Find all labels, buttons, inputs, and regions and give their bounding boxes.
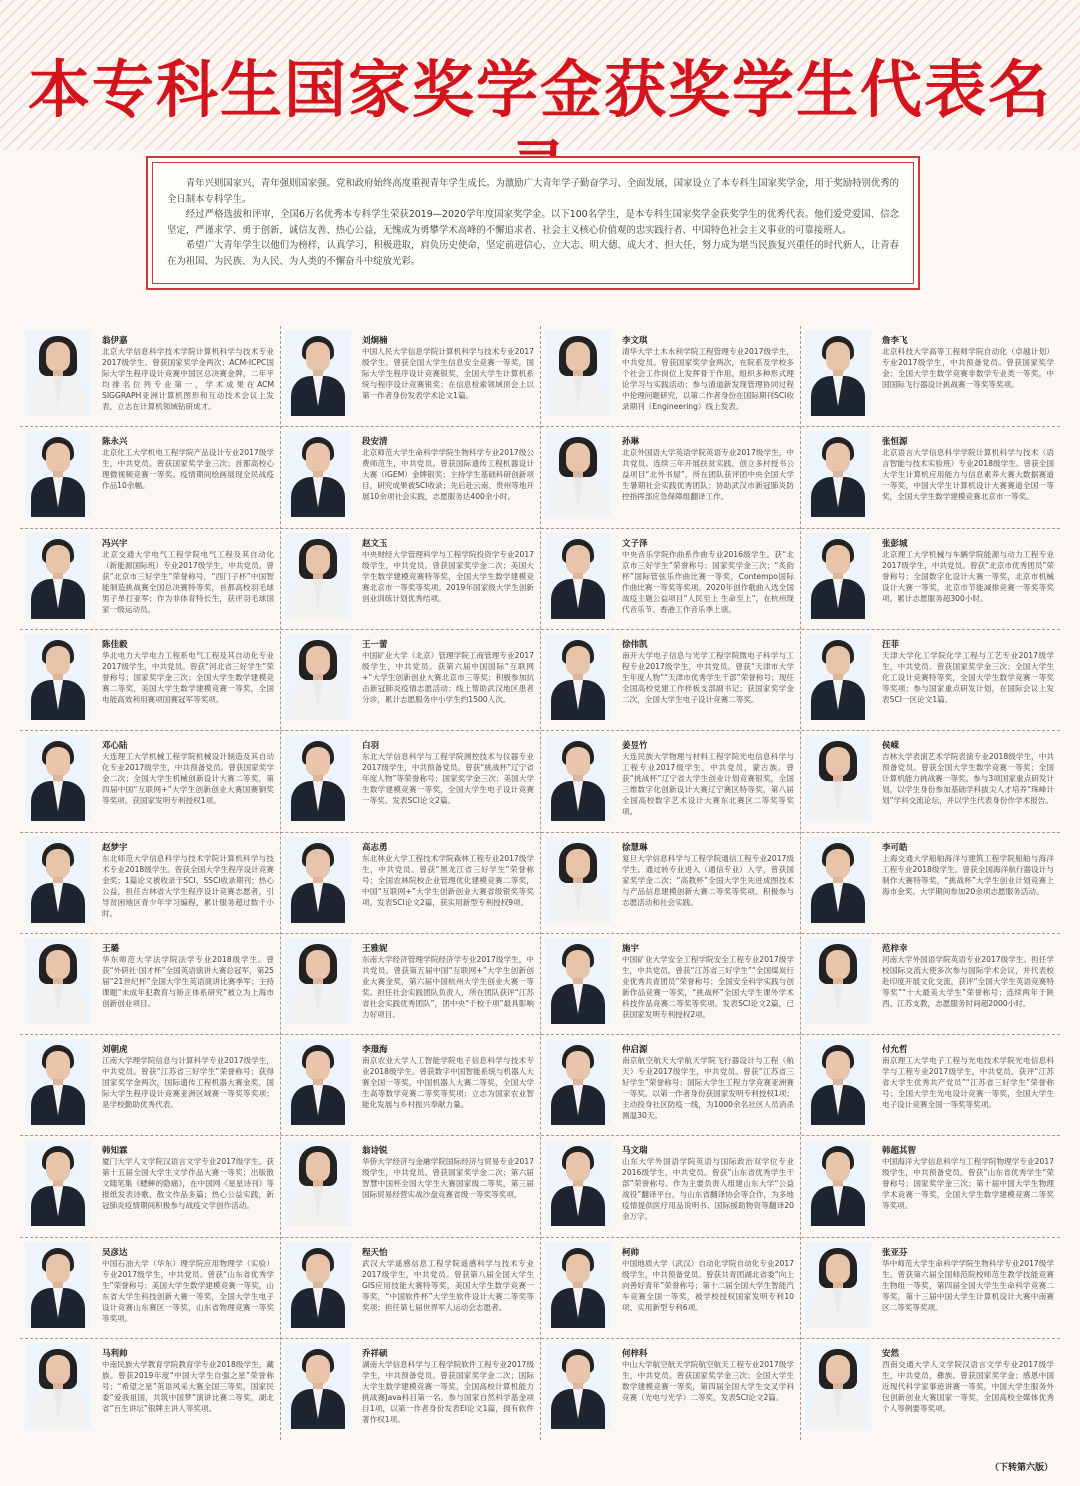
- student-photo: [545, 938, 611, 1024]
- student-photo: [545, 431, 611, 517]
- student-name: 乔祥硕: [362, 1349, 388, 1359]
- row-divider: [20, 528, 1060, 529]
- student-photo: [805, 330, 871, 416]
- portrait-face: [306, 342, 330, 372]
- student-name: 张彭城: [882, 538, 908, 549]
- student-name: 刘炯楠: [362, 336, 388, 346]
- student-card: [280, 934, 540, 1035]
- student-name: 汪菲: [882, 639, 900, 650]
- student-name: 何梓科: [622, 1349, 648, 1359]
- portrait-face: [46, 545, 70, 575]
- student-photo: [545, 1140, 611, 1226]
- student-description: 华东师范大学法学院法学专业2018级学生。曾获“外研社·国才杯”全国英语演讲大赛总冠军，第25届“21世纪杯”全国大学生英语演讲比赛季军；主持课题“未成年犯教育与矫正体系研究”被立为上海市创新创业项目。: [102, 954, 274, 1008]
- student-photo: [285, 533, 351, 619]
- student-name: 文子泽: [622, 538, 648, 549]
- student-description: 中国矿业大学安全工程学院安全工程专业2017级学生，中共党员。曾获“江苏省三好学生”“全国煤炭行业优秀共青团员”荣誉称号；全国安全科学实践与创新作品竞赛一等奖，“挑战杯”全国大学生课外学术科技作品竞赛二等奖等奖项。发表SCI论文2篇，已获国家发明专利授权2项。: [622, 954, 794, 1019]
- student-name: 冯兴宇: [102, 538, 128, 549]
- student-description: 东北林业大学工程技术学院森林工程专业2017级学生，中共党员。曾获“黑龙江省三好学生”荣誉称号；全国农林院校企业管理优化建模竞赛二等奖，中国“互联网+”大学生创新创业大赛省级银奖等奖项。发表SCI论文2篇，获实用新型专利授权9项。: [362, 853, 534, 907]
- student-name: 陈永兴: [102, 437, 128, 448]
- student-name: 张亚芬: [882, 1247, 908, 1258]
- student-photo: [805, 533, 871, 619]
- portrait-face: [566, 1152, 590, 1182]
- student-photo: [805, 837, 871, 923]
- student-card: [540, 427, 800, 528]
- student-card: [540, 1238, 800, 1339]
- student-name: 程天怡: [362, 1247, 388, 1258]
- portrait-face: [306, 747, 330, 777]
- student-card: [20, 833, 280, 934]
- student-card: [280, 630, 540, 731]
- student-description: 北京大学信息科学技术学院计算机科学与技术专业2017级学生。曾获国家奖学金两次；ACM-ICPC国际大学生程序设计竞赛中国区总决赛金牌，二年平均排名位列专业第一，学术成果在ACM SIGGRAPH亚洲计算机图形和互动技术会议上发表，立志在计算机领域钻研成才。: [102, 347, 274, 411]
- student-card: [20, 1339, 280, 1440]
- student-description: 北京交通大学电气工程学院电气工程及其自动化（新能源国际班）专业2017级学生，中共党员。曾获“北京市三好学生”荣誉称号，“西门子杯”中国智能制造挑战赛全国总决赛特等奖，首都高校羽毛球男子单打亚军；作为非体育特长生，获评羽毛球国家一级运动员。: [102, 549, 274, 614]
- student-photo: [805, 938, 871, 1024]
- student-description: 中国矿业大学（北京）管理学院工商管理专业2017级学生，中共党员。获第六届中国国际“互联网+”大学生创新创业大赛北京市三等奖；积极参加抗击新冠肺炎疫情志愿活动；线上帮助武汉地区患者分诊，累计志愿服务中小学生约1500人次。: [362, 650, 534, 704]
- portrait-face: [826, 342, 850, 372]
- intro-paragraph-1: 青年兴则国家兴，青年强则国家强。党和政府始终高度重视青年学生成长。为激励广大青年学子勤奋学习、全面发展，国家设立了本专科生国家奖学金，用于奖励特别优秀的全日制本专科学生。: [167, 178, 899, 205]
- student-photo: [545, 1039, 611, 1125]
- row-divider: [20, 1338, 1060, 1339]
- student-photo: [25, 735, 91, 821]
- student-description: 江南大学理学院信息与计算科学专业2017级学生，中共党员。曾获“江苏省三好学生”荣誉称号；获得国家奖学金两次，国际遗传工程机器大赛金奖，国际大学生程序设计竞赛亚洲区域赛一等奖等奖项；是学校勤助优秀代表。: [102, 1056, 274, 1110]
- student-card: [280, 1339, 540, 1440]
- student-card: [280, 427, 540, 528]
- student-description: 中央音乐学院作曲系作曲专业2016级学生。获“北京市三好学生”荣誉称号；国家奖学金三次；“炙韵杯”国际管弦乐作曲比赛一等奖，Contempo国际作曲比赛一等奖等奖项。2020年创作歌曲入选全国战疫主题公益项目“人民至上 生命至上”，在杭州现代音乐节、香港工作音乐季上演。: [622, 549, 794, 614]
- student-name: 韩知霖: [102, 1146, 128, 1157]
- student-card: [800, 630, 1060, 731]
- student-description: 北京化工大学机电工程学院产品设计专业2017级学生，中共党员。曾获国家奖学金三次；首都高校心理微视频竞赛一等奖。疫情期间绘画展现全民战疫作品10余幅。: [102, 448, 274, 491]
- portrait-face: [566, 1051, 590, 1081]
- student-photo: [285, 1242, 351, 1328]
- student-name: 段安清: [362, 437, 388, 448]
- student-photo: [805, 1140, 871, 1226]
- student-name: 王一蕾: [362, 639, 388, 650]
- student-name: 付允哲: [882, 1045, 908, 1056]
- portrait-face: [566, 443, 590, 473]
- student-photo: [25, 1039, 91, 1125]
- student-name: 翁伊嘉: [102, 336, 128, 346]
- student-description: 吉林大学表演艺术学院表演专业2018级学生，中共预备党员。曾获全国大学生数学竞赛一等奖；全国计算机能力挑战赛一等奖。参与3项国家重点研发计划，以学生身份参加基础学科拔尖人才培养“珠峰计划”学科交流论坛，并以学生代表身份作学术报告。: [882, 752, 1054, 806]
- student-description: 华侨大学经济与金融学院国际经济与贸易专业2017级学生，中共党员。曾获国家奖学金二次；第六届智慧中国杯全国大学生大赛国家级二等奖，第三届国际贸易经营实战沙盘竞赛省级一等奖等奖项。: [362, 1157, 534, 1200]
- student-name: 安然: [882, 1349, 900, 1359]
- portrait-face: [306, 443, 330, 473]
- portrait-face: [566, 747, 590, 777]
- portrait-face: [826, 1355, 850, 1385]
- portrait-face: [46, 1152, 70, 1182]
- student-description: 北京科技大学高等工程师学院自动化（卓越计划）专业2017级学生，中共预备党员。曾获国家奖学金；全国大学生数学竞赛非数学专业类一等奖，中国国际飞行器设计挑战赛一等奖等奖项。: [882, 347, 1054, 389]
- row-divider: [20, 1237, 1060, 1238]
- portrait-face: [826, 646, 850, 676]
- portrait-face: [306, 849, 330, 879]
- student-name: 李文琪: [622, 336, 648, 346]
- student-card: [800, 1339, 1060, 1440]
- portrait-face: [46, 1051, 70, 1081]
- student-photo: [25, 1140, 91, 1226]
- student-card: [800, 833, 1060, 934]
- student-description: 中国人民大学信息学院计算机科学与技术专业2017级学生。曾获全国大学生信息安全竞赛一等奖，国际大学生程序设计竞赛银奖，全国大学生计算机系统与程序设计竞赛银奖；在信息检索领域顶会上以第一作者身份发表学术论文1篇。: [362, 347, 534, 400]
- student-card: [20, 529, 280, 630]
- student-description: 清华大学土木水利学院工程管理专业2017级学生，中共党员。曾获国家奖学金两次，在院系及学校多个社会工作岗位上发挥骨干作用，组织多种形式理论学习与实践活动；参与清道新发现管理协同过程中伦理问题研究，以第二作者身份在国际期刊SCI收录期刊（Engineering）线上发表。: [622, 347, 794, 411]
- student-description: 北京语言大学信息科学学院计算机科学与技术（语言智能与技术实验班）专业2018级学生。曾获全国大学生计算机应用能力与信息素养大赛大数据赛道一等奖，中国大学生计算机设计大赛赛道全国一等奖，全国大学生数学建模竞赛北京市一等奖。: [882, 448, 1054, 502]
- row-divider: [20, 933, 1060, 934]
- column-divider: [800, 326, 801, 1440]
- student-photo: [285, 1140, 351, 1226]
- student-name: 范梓幸: [882, 943, 908, 954]
- row-divider: [20, 832, 1060, 833]
- student-name: 徐伟凯: [622, 639, 648, 650]
- portrait-face: [826, 747, 850, 777]
- student-photo: [805, 1343, 871, 1429]
- student-name: 王雅妮: [362, 943, 388, 954]
- portrait-face: [46, 849, 70, 879]
- student-photo: [805, 634, 871, 720]
- student-description: 中央财经大学管理科学与工程学院投资学专业2017级学生，中共党员。曾获国家奖学金二次；美国大学生数学建模竞赛特等奖，全国大学生数学建模竞赛北京市一等奖等奖项。2019年国家级大学生创新创业训练计划优秀结项。: [362, 549, 534, 603]
- student-description: 南京理工大学电子工程与光电技术学院光电信息科学与工程专业2017级学生，中共党员。获评“江苏省大学生优秀共产党员”“江苏省三好学生”荣誉称号；全国大学生光电设计竞赛一等奖，全国大学生电子设计竞赛全国一等奖等奖项。: [882, 1056, 1054, 1110]
- student-card: [540, 326, 800, 427]
- intro-box: [146, 156, 920, 290]
- portrait-face: [566, 849, 590, 879]
- student-name: 邓心陆: [102, 741, 128, 752]
- student-photo: [285, 938, 351, 1024]
- portrait-face: [826, 950, 850, 980]
- portrait-face: [566, 1254, 590, 1284]
- portrait-face: [46, 342, 70, 372]
- student-description: 北京理工大学机械与车辆学院能源与动力工程专业2017级学生，中共党员。曾获“北京市优秀团员”荣誉称号；全国数字化设计大赛一等奖，北京市机械设计大赛一等奖，北京市节能减排竞赛一等奖等奖项。累计志愿服务超300小时。: [882, 549, 1054, 603]
- student-name: 马文瑞: [622, 1146, 648, 1157]
- student-name: 白羽: [362, 741, 380, 752]
- student-card: [540, 1136, 800, 1237]
- student-card: [280, 1238, 540, 1339]
- row-divider: [20, 1135, 1060, 1136]
- portrait-face: [826, 443, 850, 473]
- intro-paragraph-3: 希望广大青年学生以他们为榜样，认真学习，积极进取，肩负历史使命，坚定前进信心，立大志、明大德、成大才、担大任，努力成为堪当民族复兴重任的时代新人，让青春在为祖国、为民族、为人民、为人类的不懈奋斗中绽放光彩。: [167, 240, 899, 267]
- student-description: 山东大学外国语学院英语与国际政治双学位专业2016级学生，中共党员。曾获“山东省优秀学生干部”荣誉称号。作为主要负责人组建山东大学“公益战役”翻译平台，与山东省翻译协会等合作，为多地疫情提供医疗用品说明书、国际援助物资等翻译20余万字。: [622, 1157, 794, 1222]
- student-photo: [25, 1242, 91, 1328]
- student-description: 北京师范大学生命科学学院生物科学专业2017级公费师范生，中共党员。曾获国际遗传工程机器设计大赛（iGEM）金牌银奖；主持学生基础科研创新项目，研究成果被SCI收录；先后赴云南、贵州等地开展10余项社会实践，志愿服务达400余小时。: [362, 448, 534, 502]
- portrait-face: [46, 443, 70, 473]
- student-name: 李璟海: [362, 1045, 388, 1056]
- student-card: [800, 934, 1060, 1035]
- student-photo: [285, 1343, 351, 1429]
- student-description: 华北电力大学电力工程系电气工程及其自动化专业2017级学生，中共党员。曾获“河北省三好学生”荣誉称号；国家奖学金三次；全国大学生数学建模竞赛二等奖，美国大学生数学建模竞赛一等奖，全国电能高效利用赛项国赛冠军等奖项。: [102, 650, 274, 704]
- student-card: [540, 833, 800, 934]
- portrait-face: [826, 1152, 850, 1182]
- student-description: 中南民族大学教育学院教育学专业2018级学生，藏族。曾获2019年度“中国大学生自强之星”荣誉称号；“希望之星”英语风采大赛全国三等奖，国家民委“爱我祖国，共筑中国梦”演讲比赛二等奖，湖北省“百生讲坛”银牌主讲人等奖项。: [102, 1360, 274, 1413]
- student-photo: [285, 1039, 351, 1125]
- student-photo: [25, 330, 91, 416]
- student-card: [20, 1238, 280, 1339]
- student-name: 施宇: [622, 943, 640, 954]
- student-card: [800, 731, 1060, 832]
- student-name: 侯嵘: [882, 741, 900, 752]
- student-description: 中国地质大学（武汉）自动化学院自动化专业2017级学生，中共预备党员。曾获共青团湖北省委“向上向善好青年”荣誉称号；第十二届全国大学生智能汽车竞赛全国一等奖，被学校授权国家发明专利10项、实用新型专利6项。: [622, 1258, 794, 1312]
- student-photo: [805, 1242, 871, 1328]
- student-card: [20, 630, 280, 731]
- student-description: 北京外国语大学英语学院英语专业2017级学生，中共党员。连续三年开展扶贫实践，创立多村授书公益项目“北外书屋”，所在团队获评团中央全国大学生暑期社会实践优秀团队；协助武汉市新冠肺炎防控指挥部应急保障组翻译工作。: [622, 448, 794, 502]
- student-photo: [545, 533, 611, 619]
- student-photo: [25, 533, 91, 619]
- portrait-face: [826, 1051, 850, 1081]
- student-card: [540, 934, 800, 1035]
- student-name: 孙琳: [622, 437, 640, 448]
- student-description: 南开大学电子信息与光学工程学院微电子科学与工程专业2017级学生，中共党员。曾获“天津市大学生年度人物”“天津市优秀学生干部”荣誉称号；现任全国高校党建工作样板支部副书记；获国家奖学金二次，全国大学生电子设计竞赛二等奖。: [622, 650, 794, 704]
- intro-inner-frame: [152, 162, 914, 284]
- row-divider: [20, 426, 1060, 427]
- student-card: [800, 529, 1060, 630]
- student-card: [20, 427, 280, 528]
- student-name: 姜昱竹: [622, 741, 648, 752]
- student-description: 上海交通大学船舶海洋与建筑工程学院船舶与海洋工程专业2018级学生。曾获全国海洋航行器设计与制作大赛特等奖，“挑战杯”大学生创业计划竞赛上海市金奖。大学期间参加20余项志愿服务活动。: [882, 853, 1054, 896]
- student-card: [280, 1035, 540, 1136]
- portrait-face: [566, 545, 590, 575]
- portrait-face: [826, 849, 850, 879]
- portrait-face: [46, 1355, 70, 1385]
- portrait-face: [306, 950, 330, 980]
- student-card: [20, 1035, 280, 1136]
- page-title: 本专科生国家奖学金获奖学生代表名: [27, 53, 1052, 126]
- student-description: 湖南大学信息科学与工程学院软件工程专业2017级学生，中共预备党员。曾获国家奖学金二次；国际大学生数学建模竞赛一等奖，全国高校计算机能力挑战赛Java科目第一名。参与国家自然科学基金项目1项，以第一作者身份发表EI论文1篇，拥有软件著作权1项。: [362, 1360, 534, 1424]
- student-photo: [25, 938, 91, 1024]
- student-photo: [545, 735, 611, 821]
- portrait-face: [826, 1254, 850, 1284]
- column-divider: [540, 326, 541, 1440]
- student-card: [540, 1339, 800, 1440]
- student-card: [540, 630, 800, 731]
- student-card: [20, 326, 280, 427]
- student-name: 刘朝虎: [102, 1045, 128, 1056]
- student-photo: [285, 330, 351, 416]
- student-card: [800, 326, 1060, 427]
- student-photo: [805, 431, 871, 517]
- student-card: [800, 1238, 1060, 1339]
- student-description: 天津大学化工学院化学工程与工艺专业2017级学生，中共党员。曾获国家奖学金三次；全国大学生化工设计竞赛特等奖，全国大学生数学竞赛一等奖等奖项；参与国家重点研发计划，在国际会议上发表SCI一区论文1篇。: [882, 650, 1054, 704]
- portrait-face: [306, 1152, 330, 1182]
- student-description: 厦门大学人文学院汉语言文学专业2017级学生。获第十五届全国大学生文学作品大赛一等奖；出版散文随笔集《蟋蟀的隐痛》，在中国网《星星诗刊》等报纸发表诗歌、散文作品多篇；热心公益实践，新冠肺炎疫情期间积极参与战疫文学创作活动。: [102, 1157, 274, 1211]
- portrait-face: [306, 1254, 330, 1284]
- student-name: 吴彦达: [102, 1247, 128, 1258]
- student-photo: [285, 735, 351, 821]
- student-card: [540, 1035, 800, 1136]
- student-description: 南京农业大学人工智能学院电子信息科学与技术专业2018级学生。曾获数字中国智能系统与机器人大赛全国一等奖，中国机器人大赛二等奖，全国大学生高等数学竞赛二等奖等奖项；立志为国家农业智能化发展与乡村振兴奉献力量。: [362, 1056, 534, 1110]
- student-name: 赵梦宇: [102, 842, 128, 853]
- student-description: 西南交通大学人文学院汉语言文学专业2017级学生，中共党员，彝族。曾获国家奖学金；感恩中国近现代科学家事迹讲赛一等奖，中国大学生服务外包创新创业大赛国家一等奖，全国高校全媒体优秀个人等例要等奖项。: [882, 1360, 1054, 1413]
- student-description: 南京航空航天大学航天学院飞行器设计与工程（航天）专业2017级学生，中共党员。曾获“江苏省三好学生”荣誉称号；国际大学生工程力学竞赛亚洲赛一等奖。以第一作者身份获国家发明专利授权1项；主动投身社区防疫一线，为1000余名社区人员消杀测温30天。: [622, 1056, 794, 1121]
- student-photo: [285, 634, 351, 720]
- portrait-face: [46, 950, 70, 980]
- intro-paragraph-2: 经过严格选拔和评审，全国6万名优秀本专科学生荣获2019—2020学年度国家奖学金。以下100名学生，是本专科生国家奖学金获奖学生的优秀代表。他们爱党爱国、信念坚定，严谨求学、勇于创新，诚信友善、热心公益，无愧成为勇攀学术高峰的不懈追求者、社会主义核心价值观的忠实践行者、中国特色社会主义事业的可靠接班人。: [167, 209, 899, 236]
- student-description: 东北大学信息科学与工程学院测控技术与仪器专业2017级学生，中共预备党员。曾获“挑战杯”辽宁省年度人物”等荣誉称号；国家奖学金三次；美国大学生数学建模竞赛一等奖，全国大学生电子设计竞赛一等奖。发表SCI论文2篇。: [362, 752, 534, 806]
- row-divider: [20, 730, 1060, 731]
- student-photo: [25, 837, 91, 923]
- student-description: 武汉大学遥感信息工程学院遥感科学与技术专业2017级学生，中共党员。曾获第八届全国大学生GIS应用技能大赛特等奖，美国大学生数学竞赛一等奖，“中国软件杯”大学生软件设计大赛二等奖等奖项；担任第七届世界军人运动会志愿者。: [362, 1258, 534, 1312]
- student-name: 詹李飞: [882, 336, 908, 346]
- student-name: 赵文玉: [362, 538, 388, 549]
- portrait-face: [566, 1355, 590, 1385]
- student-description: 东北师范大学信息科学与技术学院计算机科学与技术专业2018级学生。曾获全国大学生程序设计竞赛金奖；1篇论文被收录于SCI、SSCI收录期刊；热心公益，担任吉林省大学生程序设计竞赛志愿者，引导贫困地区青少年学习编程，累计服务超过数千小时。: [102, 853, 274, 918]
- student-photo: [545, 634, 611, 720]
- student-card: [800, 1035, 1060, 1136]
- student-photo: [545, 1242, 611, 1328]
- row-divider: [20, 629, 1060, 630]
- portrait-face: [306, 1051, 330, 1081]
- continued-note: （下转第六版）: [990, 1463, 1054, 1473]
- student-description: 中国海洋大学信息科学与工程学院物理学专业2017级学生，中共预备党员。曾获“山东省优秀学生”荣誉称号；国家奖学金三次；第十届中国大学生物理学术竞赛一等奖，全国大学生数学建模竞赛二等奖等奖项。: [882, 1157, 1054, 1211]
- student-photo: [805, 1039, 871, 1125]
- student-name: 韩超其智: [882, 1146, 917, 1157]
- portrait-face: [826, 545, 850, 575]
- student-photo: [25, 1343, 91, 1429]
- student-name: 翁诗锐: [362, 1146, 388, 1157]
- portrait-face: [46, 747, 70, 777]
- student-card: [280, 833, 540, 934]
- student-card: [540, 731, 800, 832]
- student-name: 马利帅: [102, 1349, 128, 1359]
- student-name: 柯帅: [622, 1247, 640, 1258]
- student-photo: [805, 735, 871, 821]
- student-card: [280, 1136, 540, 1237]
- portrait-face: [566, 646, 590, 676]
- student-photo: [545, 330, 611, 416]
- student-description: 大连理工大学机械工程学院机械设计制造及其自动化专业2017级学生，中共预备党员。曾获国家奖学金二次；全国大学生机械创新设计大赛二等奖，第四届中国“互联网+”大学生创新创业大赛国赛铜奖等奖项。获国家发明专利授权1项。: [102, 752, 274, 806]
- student-photo: [25, 431, 91, 517]
- student-description: 中山大学航空航天学院航空航天工程专业2017级学生，中共党员。曾获国家奖学金三次；全国大学生数学建模竞赛一等奖，第四届全国大学生交叉学科竞赛（光电与光学）二等奖，发表SCI论文2篇。: [622, 1360, 794, 1402]
- student-name: 王璐: [102, 943, 120, 954]
- student-name: 张恒源: [882, 437, 908, 448]
- student-card: [280, 731, 540, 832]
- student-photo: [545, 837, 611, 923]
- student-card: [540, 529, 800, 630]
- student-card: [800, 427, 1060, 528]
- portrait-face: [566, 950, 590, 980]
- student-name: 李可皓: [882, 842, 908, 853]
- student-description: 河南大学外国语学院英语专业2017级学生。担任学校国际交流大使多次参与国际学术会议，并代表校赴印度开展文化交流，获评“全国大学生英语竞赛特等奖”“十大最美大学生”荣誉称号；连续两年于陕西、江苏支教，志愿服务时间超2000小时。: [882, 954, 1054, 1008]
- portrait-face: [46, 1254, 70, 1284]
- row-divider: [20, 1034, 1060, 1035]
- student-name: 高志勇: [362, 842, 388, 853]
- student-card: [20, 731, 280, 832]
- student-description: 复旦大学信息科学与工程学院通信工程专业2017级学生。通过转专业进入（通信专业）入学，曾获国家奖学金二次；“高教杯”全国大学生先进成图技术与产品信息建模创新大赛二等奖等奖项。积极参与志愿活动和社会实践。: [622, 853, 794, 907]
- student-card: [20, 1136, 280, 1237]
- student-photo: [25, 634, 91, 720]
- student-description: 华中师范大学生命科学学院生物科学专业2017级学生。曾获第六届全国师范院校师范生教学技能竞赛生物组一等奖，第四届全国大学生生命科学竞赛二等奖，第十三届中国大学生计算机设计大赛中南赛区二等奖等奖项。: [882, 1258, 1054, 1312]
- portrait-face: [306, 545, 330, 575]
- student-photo: [285, 431, 351, 517]
- student-name: 仲启源: [622, 1045, 648, 1056]
- portrait-face: [46, 646, 70, 676]
- portrait-face: [306, 646, 330, 676]
- portrait-face: [306, 1355, 330, 1385]
- student-description: 东南大学经济管理学院经济学专业2017级学生，中共党员。曾获第五届中国“互联网+”大学生创新创业大赛金奖，第六届中国杭州大学生创业大赛一等奖。担任社会实践团队负责人，所在团队获评“江苏省社会实践优秀团队”，团中央“千校千项”最具影响力好项目。: [362, 954, 534, 1019]
- column-divider: [280, 326, 281, 1440]
- student-card: [280, 326, 540, 427]
- student-name: 陈佳毅: [102, 639, 128, 650]
- student-card: [20, 934, 280, 1035]
- portrait-face: [566, 342, 590, 372]
- student-description: 中国石油大学（华东）理学院应用物理学（实验）专业2017级学生，中共党员。曾获“山东省优秀学生”荣誉称号；美国大学生数学建模竞赛一等奖，山东省大学生科技创新大赛一等奖，全国大学生电子设计竞赛山东赛区一等奖，山东省物理竞赛一等奖等奖项。: [102, 1258, 274, 1323]
- student-photo: [545, 1343, 611, 1429]
- student-description: 大连民族大学物理与材料工程学院光电信息科学与工程专业2017级学生，中共党员，蒙古族。曾获“挑战杯”辽宁省大学生创业计划竞赛银奖，全国三维数字化创新设计大赛辽宁赛区特等奖，第八届全国高校数字艺术设计大赛东北赛区二等奖等奖项。: [622, 752, 794, 817]
- student-card: [800, 1136, 1060, 1237]
- student-name: 徐慧琳: [622, 842, 648, 853]
- student-card: [280, 529, 540, 630]
- student-photo: [285, 837, 351, 923]
